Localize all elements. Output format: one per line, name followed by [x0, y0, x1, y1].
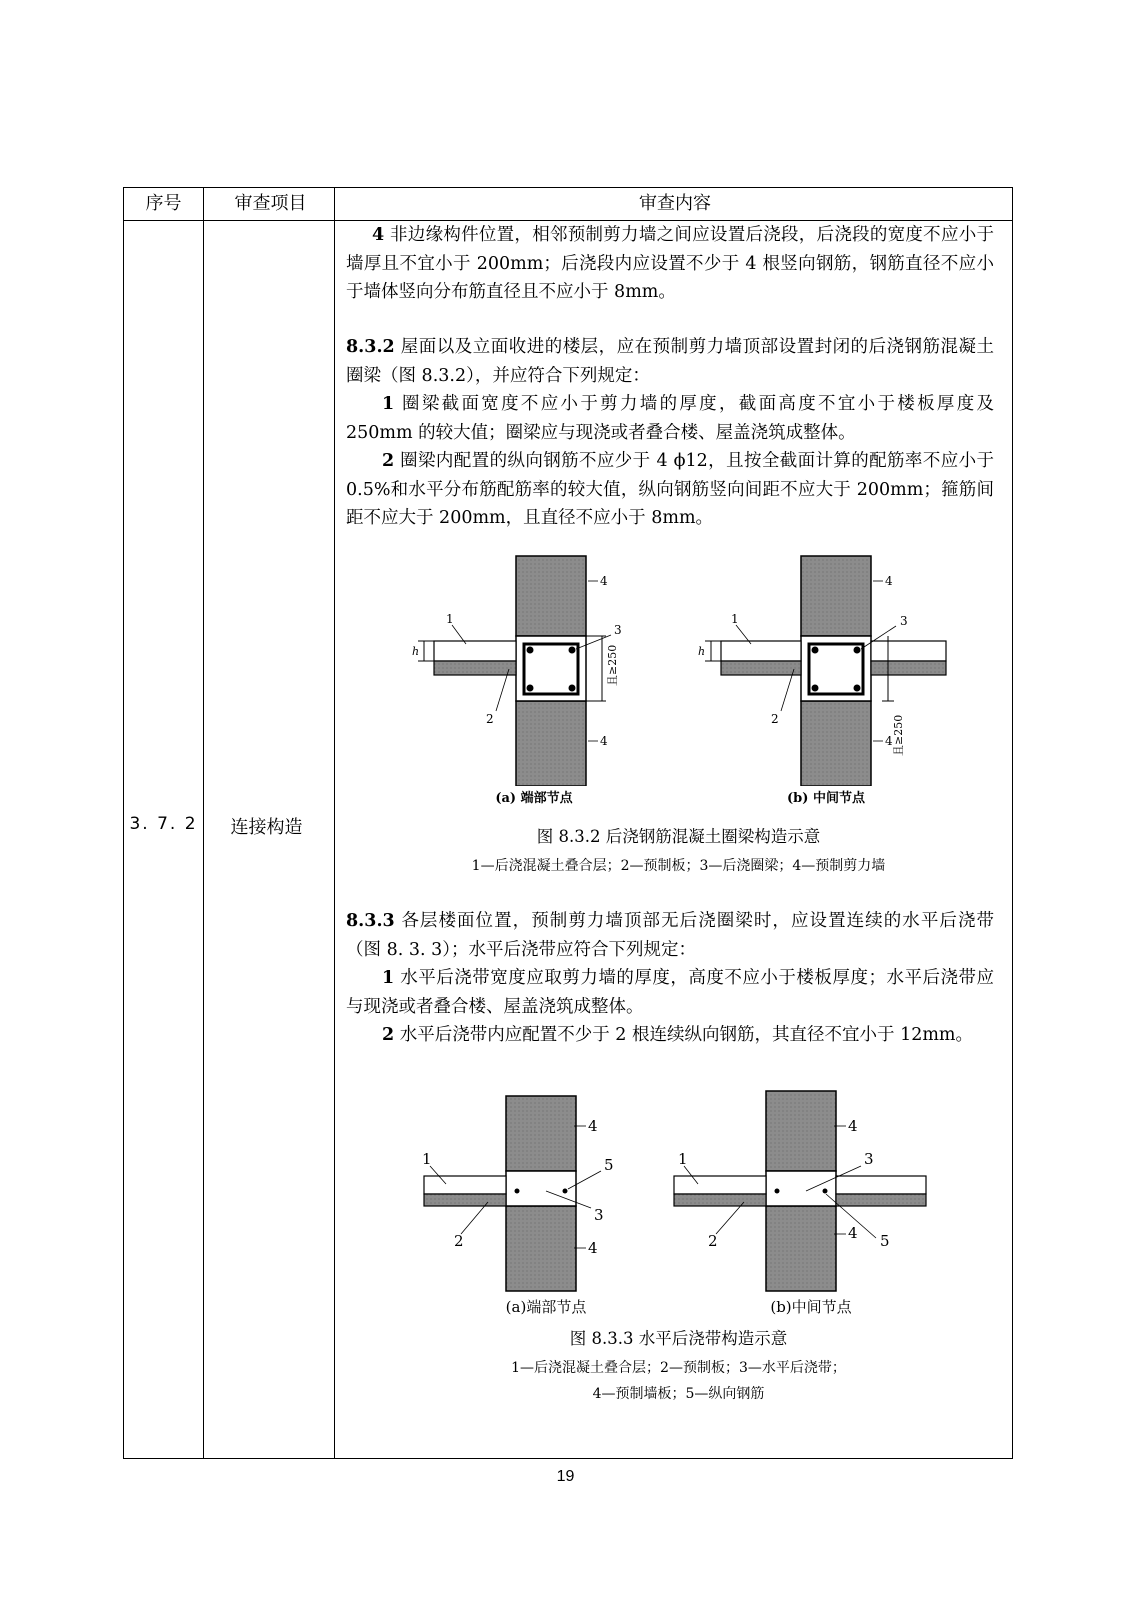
header-item: 审查项目 [234, 193, 307, 214]
label-4: 4 [588, 1239, 598, 1257]
label-4: 4 [848, 1224, 858, 1242]
item-number: 1 [382, 968, 395, 988]
detail-b-middle-joint [674, 1091, 926, 1291]
item-text: 水平后浇带宽度应取剪力墙的厚度，高度不应小于楼板厚度；水平后浇带应与现浇或者叠合楼、屋盖浇筑成整体。 [346, 968, 994, 1017]
figure-legend: 1—后浇混凝土叠合层；2—预制板；3—水平后浇带； [511, 1360, 846, 1376]
label-1: 1 [731, 612, 739, 626]
clause-8-3-2 [346, 333, 994, 390]
label-dim: 且≥250 [606, 644, 619, 686]
label-3: 3 [594, 1206, 604, 1224]
clause-text: 屋面以及立面收进的楼层，应在预制剪力墙顶部设置封闭的后浇钢筋混凝土圈梁（图 8.3.2），并应符合下列规定： [346, 337, 994, 386]
clause-8-3-2-item2 [346, 447, 994, 533]
label-4: 4 [848, 1117, 858, 1135]
subcaption-b: (b) 中间节点 [787, 791, 865, 806]
label-dim: 且≥250 [892, 714, 905, 756]
clause-8-3-2-item1 [346, 390, 994, 447]
clause-8-3-3 [346, 907, 994, 964]
clause-text: 各层楼面位置，预制剪力墙顶部无后浇圈梁时，应设置连续的水平后浇带（图 8. 3. 3）；水平后浇带应符合下列规定： [346, 911, 994, 960]
figure-8-3-2-drawing [406, 551, 1006, 786]
column-divider [334, 188, 335, 1458]
label-4: 4 [885, 574, 893, 588]
label-ht: h [698, 645, 706, 658]
paragraph-item4 [346, 221, 994, 307]
clause-number: 8.3.2 [346, 337, 395, 357]
label-ht: h [412, 645, 420, 658]
subcaption-b: (b)中间节点 [770, 1298, 852, 1316]
subcaption-a: (a) 端部节点 [495, 791, 573, 806]
clause-8-3-3-item2 [346, 1021, 994, 1050]
row-seq: 3. 7. 2 [129, 814, 198, 834]
item-text: 水平后浇带内应配置不少于 2 根连续纵向钢筋，其直径不宜小于 12mm。 [394, 1025, 974, 1045]
figure-caption: 图 8.3.2 后浇钢筋混凝土圈梁构造示意 [536, 827, 821, 846]
label-4: 4 [600, 574, 608, 588]
label-1: 1 [446, 612, 454, 626]
paragraph-text: 非边缘构件位置，相邻预制剪力墙之间应设置后浇段，后浇段的宽度不应小于墙厚且不宜小于 200mm；后浇段内应设置不少于 4 根竖向钢筋，钢筋直径不应小于墙体竖向分布筋直径且不应小于 8mm。 [346, 225, 994, 302]
table-header-row [124, 188, 1012, 221]
clause-number: 8.3.3 [346, 911, 395, 931]
label-4: 4 [885, 734, 893, 748]
row-item: 连接构造 [230, 817, 303, 838]
figure-legend: 4—预制墙板；5—纵向钢筋 [592, 1386, 765, 1402]
figure-caption: 图 8.3.3 水平后浇带构造示意 [569, 1329, 788, 1348]
item-number: 1 [382, 394, 395, 414]
label-2: 2 [454, 1232, 464, 1250]
label-1: 1 [422, 1150, 432, 1168]
label-4: 4 [588, 1117, 598, 1135]
label-2: 2 [708, 1232, 718, 1250]
figure-legend: 1—后浇混凝土叠合层；2—预制板；3—后浇圈梁；4—预制剪力墙 [471, 858, 886, 874]
label-5: 5 [880, 1232, 890, 1250]
subcaption-a: (a)端部节点 [505, 1298, 587, 1316]
label-3: 3 [614, 623, 622, 637]
item-number: 2 [382, 451, 395, 471]
item-text: 圈梁内配置的纵向钢筋不应少于 4 ϕ12，且按全截面计算的配筋率不应小于 0.5%和水平分布筋配筋率的较大值，纵向钢筋竖向间距不应大于 200mm；箍筋间距不应大于 200mm，且直径不应小于 8mm。 [346, 451, 994, 528]
review-table [123, 187, 1013, 1459]
label-2: 2 [486, 712, 494, 726]
header-seq: 序号 [145, 193, 182, 214]
item-text: 圈梁截面宽度不应小于剪力墙的厚度，截面高度不宜小于楼板厚度及 250mm 的较大值；圈梁应与现浇或者叠合楼、屋盖浇筑成整体。 [346, 394, 994, 443]
detail-a-end-joint [424, 1096, 601, 1291]
detail-a-end-joint [418, 556, 611, 786]
label-1: 1 [678, 1150, 688, 1168]
item-number: 2 [382, 1025, 395, 1045]
label-3: 3 [864, 1150, 874, 1168]
figure-8-3-3-drawing [406, 1086, 966, 1296]
label-5: 5 [604, 1156, 614, 1174]
detail-b-middle-joint [705, 556, 946, 786]
header-content: 审查内容 [639, 193, 711, 214]
label-2: 2 [771, 712, 779, 726]
label-4: 4 [600, 734, 608, 748]
clause-8-3-3-item1 [346, 964, 994, 1021]
page-number: 19 [556, 1468, 575, 1485]
item-number: 4 [372, 225, 385, 245]
label-3: 3 [900, 614, 908, 628]
